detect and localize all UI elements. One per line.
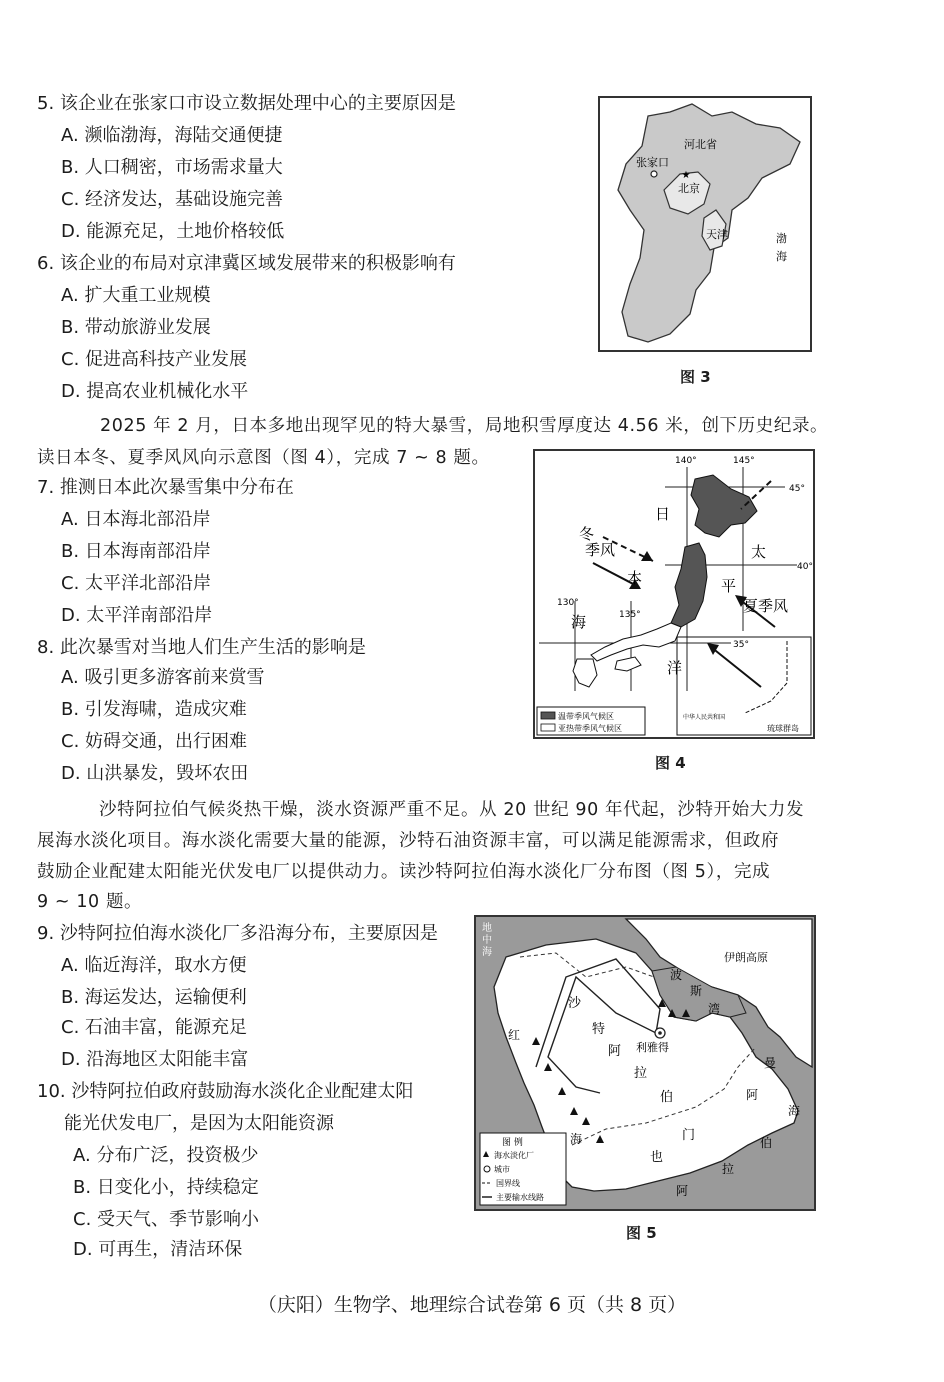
label-ping: 平 (721, 577, 737, 595)
yemen-label-2: 也 (650, 1150, 664, 1165)
q7-stem: 7. 推测日本此次暴雪集中分布在 (37, 477, 294, 498)
arab-sea-label-1: 海 (788, 1104, 801, 1118)
q10-option-b: B. 日变化小，持续稳定 (73, 1177, 259, 1198)
label-145: 145° (733, 456, 755, 466)
figure-5-map (474, 915, 816, 1211)
legend-temperate-swatch (541, 712, 555, 719)
zhangjiakou-marker (651, 171, 657, 177)
saudi-label-5: 伯 (660, 1090, 674, 1105)
inset-boundary-line (745, 641, 787, 713)
oman-label-2: 阿 (746, 1088, 759, 1102)
med-label-1: 地 (482, 923, 492, 934)
label-45: 45° (789, 484, 805, 494)
q9-stem: 9. 沙特阿拉伯海水淡化厂多沿海分布，主要原因是 (37, 923, 438, 944)
passage3-line2: 展海水淡化项目。海水淡化需要大量的能源，沙特石油资源丰富，可以满足能源需求，但政府 (37, 831, 780, 851)
label-winter-2: 季风 (585, 541, 616, 559)
label-130: 130° (557, 598, 579, 608)
med-label-2: 中 (482, 935, 492, 946)
japan-monsoon-svg (535, 451, 813, 737)
label-winter-1: 冬 (579, 525, 595, 543)
label-yang: 洋 (667, 659, 683, 677)
q5-option-a: A. 濒临渤海，海陆交通便捷 (61, 125, 283, 146)
label-tai: 太 (751, 543, 767, 561)
gulf-label-2: 斯 (690, 984, 703, 998)
tianjin-label: 天津 (706, 228, 728, 241)
q5-stem: 5. 该企业在张家口市设立数据处理中心的主要原因是 (37, 93, 456, 114)
label-summer: 夏季风 (743, 597, 789, 615)
q10-stem-line2: 能光伏发电厂，是因为太阳能资源 (64, 1113, 334, 1134)
zhangjiakou-label: 张家口 (636, 156, 669, 169)
q6-stem: 6. 该企业的布局对京津冀区域发展带来的积极影响有 (37, 253, 456, 274)
page-footer: （庆阳）生物学、地理综合试卷第 6 页（共 8 页） (257, 1294, 687, 1316)
arab-sea-label-4: 阿 (676, 1184, 689, 1198)
legend-temperate-label: 温带季风气候区 (558, 712, 614, 721)
figure-5-caption: 图 5 (626, 1224, 657, 1242)
q9-option-a: A. 临近海洋，取水方便 (61, 955, 247, 976)
label-ri: 日 (655, 505, 671, 523)
beijing-star-icon: ★ (681, 170, 691, 181)
q8-option-d: D. 山洪暴发，毁坏农田 (61, 763, 249, 784)
beijing-label: 北京 (678, 182, 700, 195)
legend-city-label: 城市 (494, 1165, 510, 1174)
passage2-line1: 2025 年 2 月，日本多地出现罕见的特大暴雪，局地积雪厚度达 4.56 米，创下历史纪录。 (100, 416, 829, 436)
bohai-label-2: 海 (776, 250, 787, 263)
legend-plant-label: 海水淡化厂 (494, 1151, 534, 1160)
label-135: 135° (619, 610, 641, 620)
inset-ryukyu-label: 琉球群岛 (767, 724, 799, 733)
hokkaido-shape (691, 475, 757, 537)
hebei-label: 河北省 (684, 138, 717, 151)
q9-option-c: C. 石油丰富，能源充足 (61, 1017, 248, 1038)
legend-pipe-label: 主要输水线路 (496, 1193, 544, 1202)
legend-border-label: 国界线 (496, 1179, 520, 1188)
legend-subtropical-label: 亚热带季风气候区 (558, 724, 622, 733)
q5-option-d: D. 能源充足，土地价格较低 (61, 221, 285, 242)
saudi-desal-svg (476, 917, 814, 1209)
legend-title: 图 例 (502, 1138, 523, 1148)
q9-option-b: B. 海运发达，运输便利 (61, 987, 247, 1008)
kyushu-shape (573, 659, 597, 687)
q8-option-a: A. 吸引更多游客前来赏雪 (61, 667, 265, 688)
label-hai: 海 (571, 613, 587, 631)
q5-option-c: C. 经济发达，基础设施完善 (61, 189, 284, 210)
arab-sea-label-2: 伯 (760, 1136, 773, 1150)
summer-arrow-2 (711, 647, 761, 687)
label-35: 35° (733, 640, 749, 650)
label-140: 140° (675, 456, 697, 466)
shikoku-shape (615, 657, 641, 671)
saudi-label-2: 特 (592, 1022, 606, 1037)
q8-option-c: C. 妨碍交通，出行困难 (61, 731, 248, 752)
q7-option-c: C. 太平洋北部沿岸 (61, 573, 212, 594)
oman-label-1: 曼 (764, 1056, 777, 1070)
q6-option-a: A. 扩大重工业规模 (61, 285, 211, 306)
iran-label: 伊朗高原 (724, 951, 768, 964)
q5-option-b: B. 人口稠密，市场需求量大 (61, 157, 283, 178)
honshu-south-shape (591, 623, 681, 661)
q7-option-d: D. 太平洋南部沿岸 (61, 605, 213, 626)
saudi-label-1: 沙 (568, 996, 582, 1011)
saudi-label-4: 拉 (634, 1066, 648, 1081)
saudi-label-3: 阿 (608, 1044, 622, 1059)
label-40: 40° (797, 562, 813, 572)
red-sea-label-2: 海 (570, 1132, 583, 1146)
passage2-line2: 读日本冬、夏季风风向示意图（图 4），完成 7 ~ 8 题。 (37, 448, 490, 468)
q8-stem: 8. 此次暴雪对当地人们生产生活的影响是 (37, 637, 366, 658)
q10-option-d: D. 可再生，清洁环保 (73, 1239, 243, 1260)
med-label-3: 海 (482, 947, 492, 958)
inset-country-label: 中华人民共和国 (683, 714, 726, 721)
q6-option-c: C. 促进高科技产业发展 (61, 349, 248, 370)
figure-3-caption: 图 3 (680, 368, 711, 386)
figure-4-map (533, 449, 815, 739)
bohai-label-1: 渤 (776, 232, 787, 245)
figure-4-caption: 图 4 (655, 754, 686, 772)
arab-sea-label-3: 拉 (722, 1162, 735, 1176)
passage3-line4: 9 ~ 10 题。 (37, 892, 143, 912)
q10-stem-line1: 10. 沙特阿拉伯政府鼓励海水淡化企业配建太阳 (37, 1081, 414, 1102)
yemen-label-1: 门 (682, 1128, 696, 1143)
riyadh-marker-dot (658, 1031, 662, 1035)
figure-3-map (598, 96, 812, 352)
riyadh-label: 利雅得 (636, 1041, 669, 1054)
q6-option-b: B. 带动旅游业发展 (61, 317, 211, 338)
red-sea-label-1: 红 (508, 1028, 521, 1042)
q7-option-b: B. 日本海南部沿岸 (61, 541, 211, 562)
hebei-map-svg (600, 98, 810, 350)
legend-city-icon (484, 1166, 490, 1172)
q7-option-a: A. 日本海北部沿岸 (61, 509, 211, 530)
passage3-line1: 沙特阿拉伯气候炎热干燥，淡水资源严重不足。从 20 世纪 90 年代起，沙特开始大力发 (99, 800, 805, 820)
legend-subtropical-swatch (541, 724, 555, 731)
honshu-north-shape (671, 543, 707, 627)
q8-option-b: B. 引发海啸，造成灾难 (61, 699, 247, 720)
q10-option-a: A. 分布广泛，投资极少 (73, 1145, 259, 1166)
q6-option-d: D. 提高农业机械化水平 (61, 381, 249, 402)
gulf-label-3: 湾 (708, 1002, 721, 1016)
passage3-line3: 鼓励企业配建太阳能光伏发电厂以提供动力。读沙特阿拉伯海水淡化厂分布图（图 5），完成 (37, 862, 771, 882)
q9-option-d: D. 沿海地区太阳能丰富 (61, 1049, 249, 1070)
gulf-label-1: 波 (670, 968, 683, 982)
q10-option-c: C. 受天气、季节影响小 (73, 1209, 260, 1230)
label-ben: 本 (627, 569, 643, 587)
